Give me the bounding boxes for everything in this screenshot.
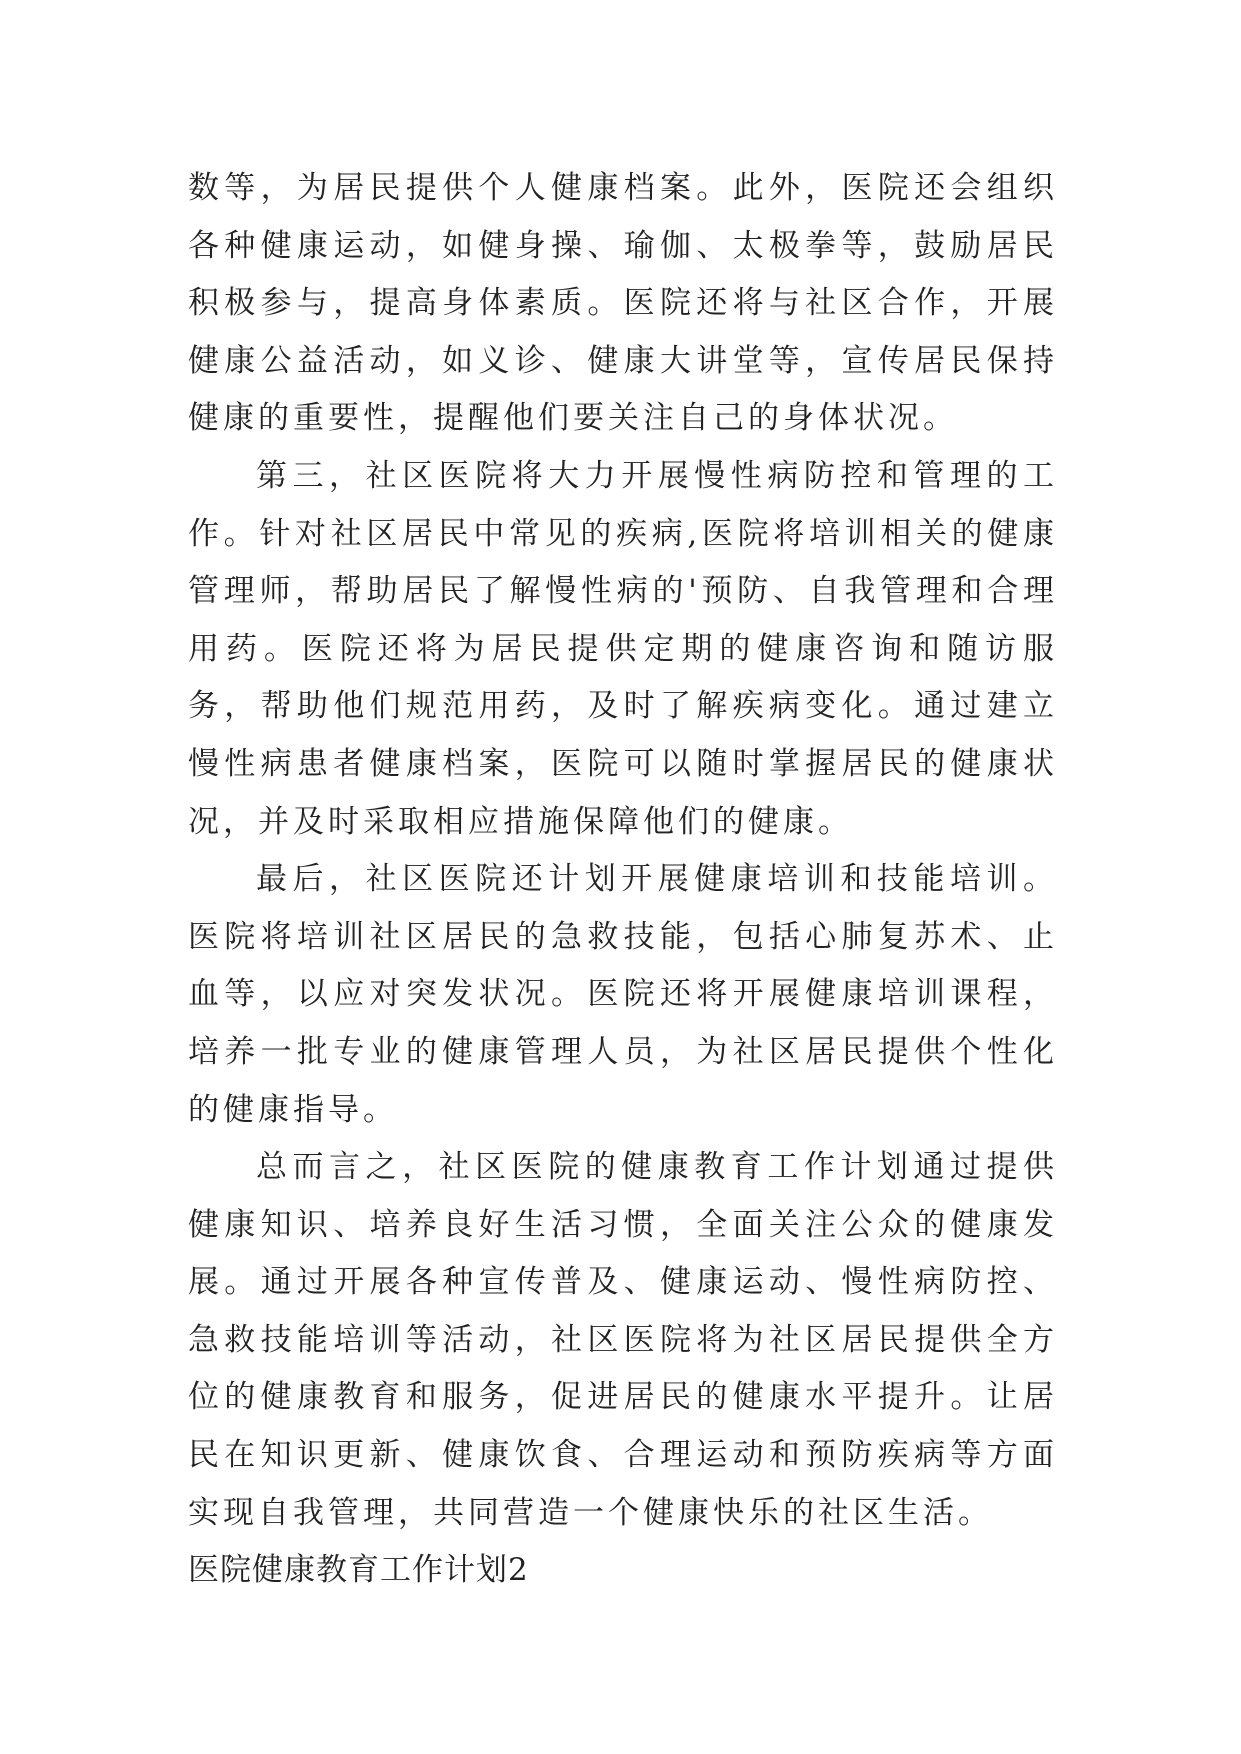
- paragraph-chronic-disease-management: 第三，社区医院将大力开展慢性病防控和管理的工作。针对社区居民中常见的疾病,医院将培训相关的健康管理师，帮助居民了解慢性病的'预防、自我管理和合理用药。医院还将为居民提供定期的健康咨询和随访服务，帮助他们规范用药，及时了解疾病变化。通过建立慢性病患者健康档案，医院可以随时掌握居民的健康状况，并及时采取相应措施保障他们的健康。: [188, 457, 1058, 840]
- document-body: [188, 160, 1058, 1600]
- paragraph-conclusion: 总而言之，社区医院的健康教育工作计划通过提供健康知识、培养良好生活习惯，全面关注公众的健康发展。通过开展各种宣传普及、健康运动、慢性病防控、急救技能培训等活动，社区医院将为社区居民提供全方位的健康教育和服务，促进居民的健康水平提升。让居民在知识更新、健康饮食、合理运动和预防疾病等方面实现自我管理，共同营造一个健康快乐的社区生活。: [188, 1149, 1058, 1531]
- paragraph-continued-health-activities: 数等，为居民提供个人健康档案。此外，医院还会组织各种健康运动，如健身操、瑜伽、太极拳等，鼓励居民积极参与，提高身体素质。医院还将与社区合作，开展健康公益活动，如义诊、健康大讲堂等，宣传居民保持健康的重要性，提醒他们要关注自己的身体状况。: [188, 170, 1058, 437]
- section-heading-plan-2: 医院健康教育工作计划2: [188, 1552, 529, 1589]
- paragraph-skills-training: 最后，社区医院还计划开展健康培训和技能培训。医院将培训社区居民的急救技能，包括心肺复苏术、止血等，以应对突发状况。医院还将开展健康培训课程，培养一批专业的健康管理人员，为社区居民提供个性化的健康指导。: [188, 861, 1058, 1128]
